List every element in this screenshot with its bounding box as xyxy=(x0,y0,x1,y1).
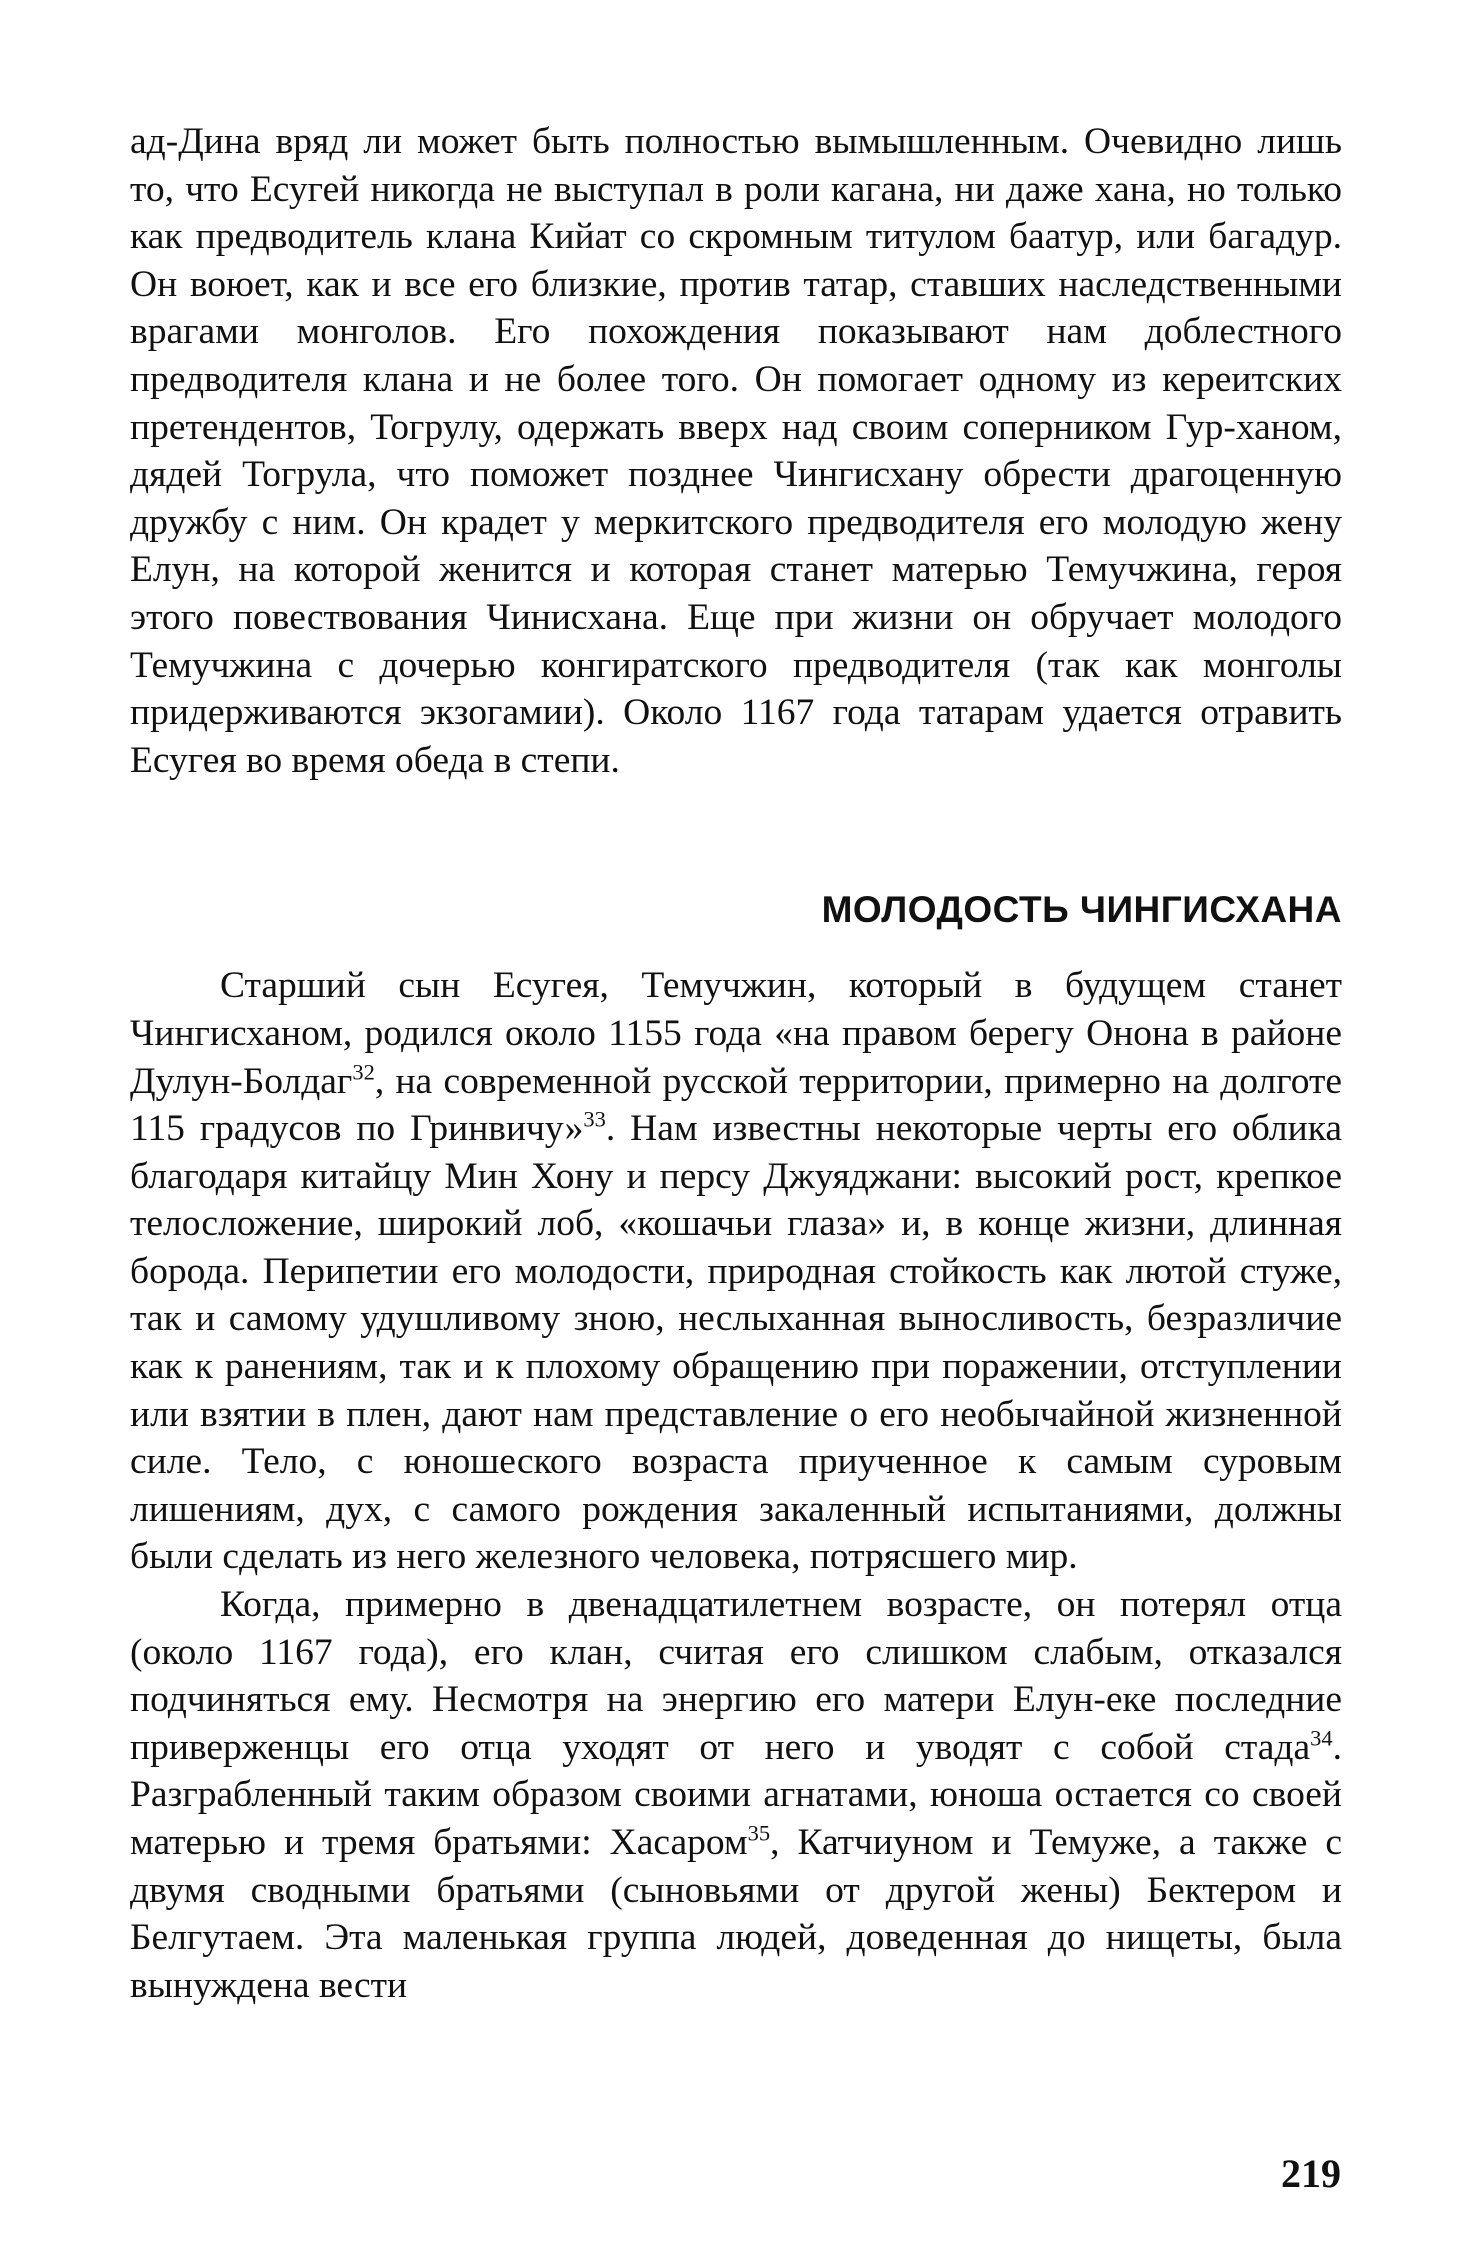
paragraph-text: Старший сын Есугея, Темучжин, который в будущем станет Чингисханом, родился около 1155 года «на правом берегу Онона в районе Дулун-Болдаг xyxy=(130,965,1342,1102)
paragraph-text: , Катчиуном и Темуже, а также с двумя сводными братьями (сыновьями от другой жены) Бектером и Белгутаем. Эта маленькая группа людей, доведенная до нищеты, была вынуждена вести xyxy=(130,1822,1342,2006)
footnote-marker: 32 xyxy=(352,1059,375,1084)
paragraph-text: Когда, примерно в двенадцатилетнем возрасте, он потерял отца (около 1167 года), его клан, считая его слишком слабым, отказался подчиняться ему. Несмотря на энергию его матери Елун-еке последние приверженцы его отца уходят от него и уводят с собой стада xyxy=(130,1584,1342,1768)
footnote-marker: 34 xyxy=(1310,1725,1333,1751)
footnote-marker: 33 xyxy=(583,1106,606,1132)
page-number: 219 xyxy=(1281,2151,1341,2196)
section-heading: МОЛОДОСТЬ ЧИНГИСХАНА xyxy=(821,889,1342,931)
paragraph-text: . Разграбленный таким образом своими агнатами, юноша остается со своей матерью и тремя братьями: Хасаром xyxy=(130,1726,1342,1863)
paragraph-father-death xyxy=(130,1581,1342,2009)
paragraph-text: . Нам известны некоторые черты его облика благодаря китайцу Мин Хону и персу Джуяджани: высокий рост, крепкое телосложение, широкий лоб, «кошачьи глаза» и, в конце жизни, длинная борода. Перипетии его молодости, природная стойкость как лютой стуже, так и самому удушливому зною, неслыханная выносливость, безразличие как к ранениям, так и к плохому обращению при поражении, отступлении или взятии в плен, дают нам представление о его необычайной жизненной силе. Тело, с юношеского возраста приученное к самым суровым лишениям, дух, с самого рождения закаленный испытаниями, должны были сделать из него железного человека, потрясшего мир. xyxy=(130,1108,1343,1578)
paragraph-text: , на современной русской территории, примерно на долготе 115 градусов по Гринвичу» xyxy=(130,1060,1342,1150)
footnote-marker: 35 xyxy=(747,1820,771,1846)
paragraph-continued: ад-Дина вряд ли может быть полностью вымышленным. Очевидно лишь то, что Есугей никогда не выступал в роли кагана, ни даже хана, но только как предводитель клана Кийат со скромным титулом баатур, или багадур. Он воюет, как и все его близкие, против татар, ставших наследственными врагами монголов. Его похождения показывают нам доблестного предводителя клана и не более того. Он помогает одному из кереитских претендентов, Тогрулу, одержать вверх над своим соперником Гур-ханом, дядей Тогрула, что поможет позднее Чингисхану обрести драгоценную дружбу с ним. Он крадет у меркитского предводителя его молодую жену Елун, на которой женится и которая станет матерью Темучжина, героя этого повествования Чинисхана. Еще при жизни он обручает молодого Темучжина с дочерью конгиратского предводителя (так как монголы придерживаются экзогамии). Около 1167 года татарам удается отравить Есугея во время обеда в степи. xyxy=(130,121,1342,781)
page-body xyxy=(130,118,1342,2009)
paragraph-youth xyxy=(130,962,1342,1581)
